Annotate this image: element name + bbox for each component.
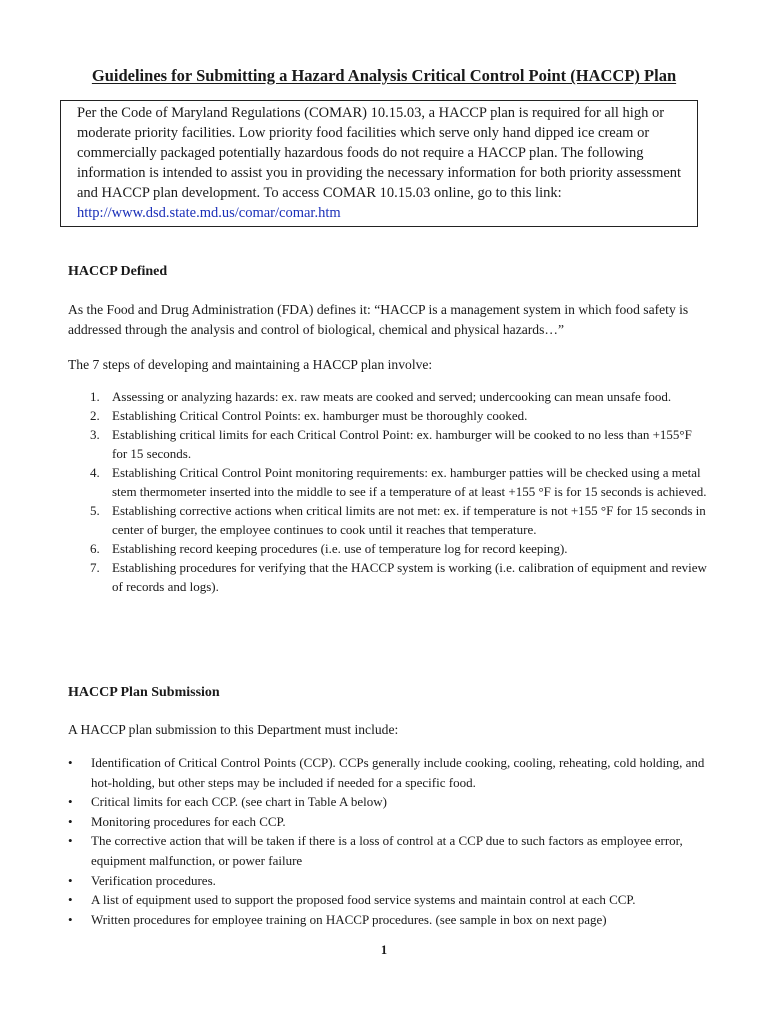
step-item — [68, 426, 708, 463]
step-item — [68, 502, 708, 539]
step-text: Establishing procedures for verifying that the HACCP system is working (i.e. calibration of equipment and review of records and logs). — [112, 559, 707, 594]
requirement-text: Critical limits for each CCP. (see chart in Table A below) — [91, 794, 387, 810]
step-text: Establishing record keeping procedures (i.e. use of temperature log for record keeping). — [112, 540, 568, 556]
page-number: 1 — [380, 943, 388, 957]
bullet-icon: • — [68, 911, 73, 927]
step-text: Establishing Critical Control Point monitoring requirements: ex. hamburger patties will be checked using a metal stem thermometer inserted into the middle to see if a temperature of at least +155 °F is for 15 seconds is achieved. — [112, 465, 707, 499]
requirement-text: Identification of Critical Control Points (CCP). CCPs generally include cooking, cooling, reheating, cold holding, and hot-holding, but other steps may be included if needed for a specific food. — [91, 755, 705, 790]
bullet-icon: • — [68, 872, 73, 888]
bullet-icon: • — [68, 794, 73, 810]
requirement-item — [68, 910, 708, 930]
intro-box — [60, 100, 698, 227]
step-number: 4. — [90, 465, 100, 481]
step-text: Establishing critical limits for each Critical Control Point: ex. hamburger will be cooked to no less than +155°F for 15 seconds. — [112, 427, 692, 461]
steps-intro: The 7 steps of developing and maintaining a HACCP plan involve: — [68, 357, 433, 372]
submission-intro: A HACCP plan submission to this Department must include: — [68, 722, 399, 737]
bullet-icon: • — [68, 892, 73, 908]
requirement-text: Monitoring procedures for each CCP. — [91, 813, 286, 829]
requirement-item — [68, 890, 708, 910]
step-text: Assessing or analyzing hazards: ex. raw meats are cooked and served; undercooking can mean unsafe food. — [112, 389, 672, 404]
step-number: 1. — [90, 389, 100, 404]
step-item — [68, 464, 708, 501]
intro-text — [77, 103, 687, 223]
requirement-text: The corrective action that will be taken if there is a loss of control at a CCP due to such factors as employee error, equipment malfunction, or power failure — [91, 833, 683, 868]
step-number: 2. — [90, 408, 100, 424]
comar-link[interactable]: http://www.dsd.state.md.us/comar/comar.htm — [77, 205, 341, 221]
requirement-item — [68, 812, 708, 832]
requirement-text: Verification procedures. — [91, 872, 216, 888]
requirement-text: Written procedures for employee training on HACCP procedures. (see sample in box on next page) — [91, 911, 607, 927]
step-item — [68, 540, 708, 559]
step-number: 6. — [90, 540, 100, 556]
requirement-item — [68, 871, 708, 891]
bullet-icon: • — [68, 755, 73, 770]
step-item — [68, 388, 708, 407]
step-text: Establishing corrective actions when critical limits are not met: ex. if temperature is not +155 °F for 15 seconds in center of burger, the employee continues to cook until it reaches that temperature. — [112, 502, 706, 537]
step-number: 3. — [90, 427, 100, 443]
intro-paragraph: Per the Code of Maryland Regulations (COMAR) 10.15.03, a HACCP plan is required for all high or moderate priority facilities. Low priority food facilities which serve only hand dipped ice cream or commercially packaged potentially hazardous foods do not require a HACCP plan. The following information is intended to assist you in providing the necessary information for both priority assessment and HACCP plan development. To access COMAR 10.15.03 online, go to this link: — [77, 105, 682, 201]
bullet-icon: • — [68, 813, 73, 829]
step-number: 7. — [90, 559, 100, 575]
plan-submission-heading: HACCP Plan Submission — [68, 685, 220, 700]
requirement-item — [68, 753, 708, 792]
submission-requirements-list — [68, 753, 708, 929]
step-item — [68, 559, 708, 596]
step-number: 5. — [90, 502, 100, 518]
page-title: Guidelines for Submitting a Hazard Analysis Critical Control Point (HACCP) Plan — [91, 66, 677, 85]
bullet-icon: • — [68, 833, 73, 849]
haccp-steps-list — [68, 388, 708, 597]
requirement-text: A list of equipment used to support the proposed food service systems and maintain control at each CCP. — [91, 892, 636, 908]
step-text: Establishing Critical Control Points: ex. hamburger must be thoroughly cooked. — [112, 408, 528, 424]
haccp-defined-heading: HACCP Defined — [68, 264, 168, 279]
requirement-item — [68, 792, 708, 812]
requirement-item — [68, 831, 708, 870]
step-item — [68, 407, 708, 426]
fda-definition: As the Food and Drug Administration (FDA) defines it: “HACCP is a management system in which food safety is addressed through the analysis and control of biological, chemical and physical hazards…” — [68, 302, 689, 337]
